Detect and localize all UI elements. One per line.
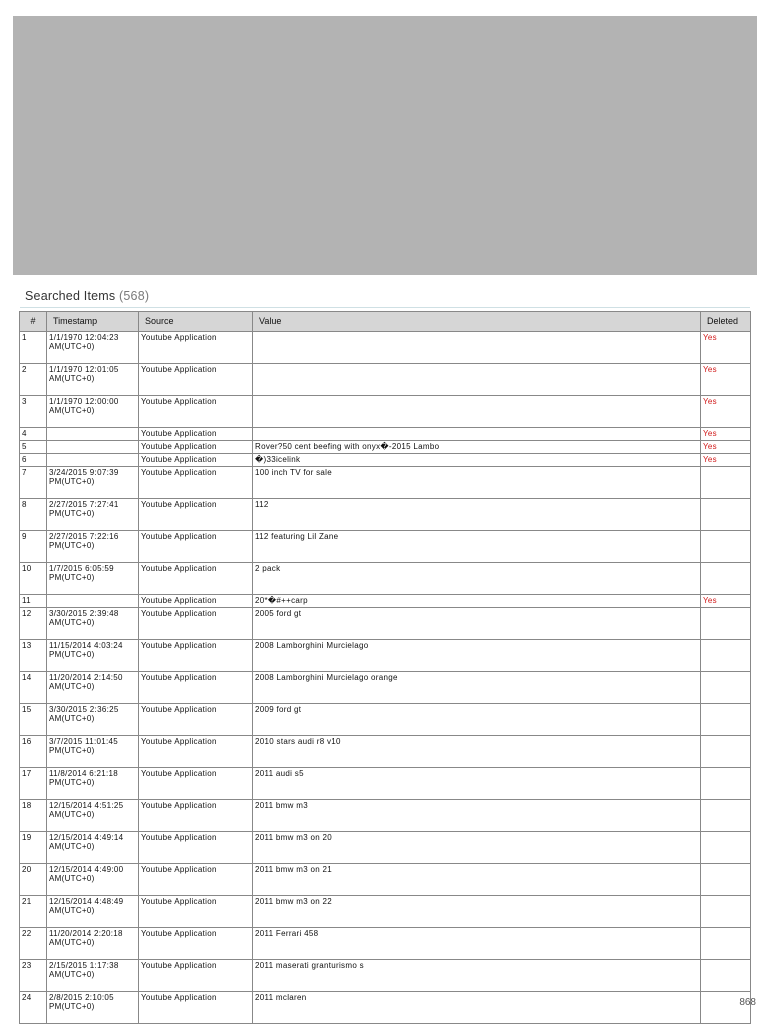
cell-number: 4 xyxy=(20,428,47,441)
cell-value: 2009 ford gt xyxy=(253,704,701,736)
cell-value: �)33icelink xyxy=(253,454,701,467)
table-row[interactable] xyxy=(20,499,751,531)
cell-deleted xyxy=(701,672,751,704)
table-row[interactable] xyxy=(20,736,751,768)
table-row[interactable] xyxy=(20,595,751,608)
cell-source: Youtube Application xyxy=(139,531,253,563)
cell-deleted xyxy=(701,736,751,768)
cell-timestamp: 1/1/1970 12:04:23 AM(UTC+0) xyxy=(47,332,139,364)
cell-deleted: Yes xyxy=(701,396,751,428)
cell-value: 112 xyxy=(253,499,701,531)
cell-value: 2011 maserati granturismo s xyxy=(253,960,701,992)
cell-number: 8 xyxy=(20,499,47,531)
table-row[interactable] xyxy=(20,672,751,704)
cell-number: 15 xyxy=(20,704,47,736)
cell-number: 21 xyxy=(20,896,47,928)
cell-source: Youtube Application xyxy=(139,332,253,364)
cell-timestamp: 11/15/2014 4:03:24 PM(UTC+0) xyxy=(47,640,139,672)
cell-deleted: Yes xyxy=(701,595,751,608)
cell-source: Youtube Application xyxy=(139,736,253,768)
cell-timestamp xyxy=(47,428,139,441)
cell-number: 6 xyxy=(20,454,47,467)
table-row[interactable] xyxy=(20,832,751,864)
cell-value: 100 inch TV for sale xyxy=(253,467,701,499)
table-row[interactable] xyxy=(20,428,751,441)
cell-value: 112 featuring Lil Zane xyxy=(253,531,701,563)
table-row[interactable] xyxy=(20,928,751,960)
cell-timestamp: 3/30/2015 2:36:25 AM(UTC+0) xyxy=(47,704,139,736)
cell-source: Youtube Application xyxy=(139,499,253,531)
cell-value: 2011 mclaren xyxy=(253,992,701,1024)
cell-deleted xyxy=(701,608,751,640)
cell-number: 23 xyxy=(20,960,47,992)
cell-timestamp: 1/1/1970 12:01:05 AM(UTC+0) xyxy=(47,364,139,396)
cell-source: Youtube Application xyxy=(139,928,253,960)
table-header-row xyxy=(20,312,751,332)
cell-deleted xyxy=(701,768,751,800)
cell-timestamp xyxy=(47,454,139,467)
cell-deleted: Yes xyxy=(701,332,751,364)
cell-number: 14 xyxy=(20,672,47,704)
table-row[interactable] xyxy=(20,364,751,396)
cell-source: Youtube Application xyxy=(139,467,253,499)
cell-deleted xyxy=(701,832,751,864)
table-row[interactable] xyxy=(20,531,751,563)
table-row[interactable] xyxy=(20,563,751,595)
cell-deleted: Yes xyxy=(701,364,751,396)
searched-items-table xyxy=(19,311,751,1024)
table-row[interactable] xyxy=(20,608,751,640)
cell-value: 2011 bmw m3 on 22 xyxy=(253,896,701,928)
cell-value: 20*�#++carp xyxy=(253,595,701,608)
cell-timestamp: 12/15/2014 4:49:00 AM(UTC+0) xyxy=(47,864,139,896)
cell-source: Youtube Application xyxy=(139,832,253,864)
cell-value: 2005 ford gt xyxy=(253,608,701,640)
cell-source: Youtube Application xyxy=(139,595,253,608)
cell-timestamp: 3/7/2015 11:01:45 PM(UTC+0) xyxy=(47,736,139,768)
cell-value xyxy=(253,396,701,428)
cell-number: 5 xyxy=(20,441,47,454)
cell-source: Youtube Application xyxy=(139,896,253,928)
cell-number: 3 xyxy=(20,396,47,428)
column-header-source[interactable]: Source xyxy=(139,312,253,332)
cell-value: 2011 bmw m3 on 21 xyxy=(253,864,701,896)
cell-value: 2011 bmw m3 xyxy=(253,800,701,832)
table-row[interactable] xyxy=(20,768,751,800)
cell-value: 2011 bmw m3 on 20 xyxy=(253,832,701,864)
cell-source: Youtube Application xyxy=(139,608,253,640)
cell-number: 10 xyxy=(20,563,47,595)
cell-value: 2 pack xyxy=(253,563,701,595)
cell-timestamp: 11/20/2014 2:20:18 AM(UTC+0) xyxy=(47,928,139,960)
cell-deleted xyxy=(701,864,751,896)
section-item-count: (568) xyxy=(119,289,150,303)
cell-source: Youtube Application xyxy=(139,640,253,672)
cell-number: 19 xyxy=(20,832,47,864)
cell-number: 11 xyxy=(20,595,47,608)
cell-value: 2008 Lamborghini Murcielago xyxy=(253,640,701,672)
cell-number: 1 xyxy=(20,332,47,364)
section-title xyxy=(25,289,149,303)
cell-number: 22 xyxy=(20,928,47,960)
cell-timestamp: 2/27/2015 7:27:41 PM(UTC+0) xyxy=(47,499,139,531)
table-row[interactable] xyxy=(20,992,751,1024)
cell-number: 20 xyxy=(20,864,47,896)
cell-deleted xyxy=(701,704,751,736)
cell-timestamp: 11/20/2014 2:14:50 AM(UTC+0) xyxy=(47,672,139,704)
table-row[interactable] xyxy=(20,640,751,672)
cell-source: Youtube Application xyxy=(139,768,253,800)
cell-source: Youtube Application xyxy=(139,672,253,704)
cell-number: 7 xyxy=(20,467,47,499)
cell-source: Youtube Application xyxy=(139,396,253,428)
table-row[interactable] xyxy=(20,800,751,832)
section-title-text: Searched Items xyxy=(25,289,116,303)
cell-timestamp: 2/27/2015 7:22:16 PM(UTC+0) xyxy=(47,531,139,563)
cell-value: 2010 stars audi r8 v10 xyxy=(253,736,701,768)
cell-number: 24 xyxy=(20,992,47,1024)
cell-timestamp: 1/1/1970 12:00:00 AM(UTC+0) xyxy=(47,396,139,428)
cell-deleted xyxy=(701,960,751,992)
cell-timestamp: 12/15/2014 4:51:25 AM(UTC+0) xyxy=(47,800,139,832)
cell-timestamp xyxy=(47,441,139,454)
table-row[interactable] xyxy=(20,454,751,467)
cell-timestamp: 3/30/2015 2:39:48 AM(UTC+0) xyxy=(47,608,139,640)
cell-deleted xyxy=(701,531,751,563)
column-header-number[interactable]: # xyxy=(20,312,47,332)
cell-number: 17 xyxy=(20,768,47,800)
cell-timestamp: 11/8/2014 6:21:18 PM(UTC+0) xyxy=(47,768,139,800)
cell-value xyxy=(253,364,701,396)
table-row[interactable] xyxy=(20,864,751,896)
cell-deleted xyxy=(701,896,751,928)
cell-value: 2011 Ferrari 458 xyxy=(253,928,701,960)
table-row[interactable] xyxy=(20,441,751,454)
cell-deleted xyxy=(701,499,751,531)
image-placeholder xyxy=(13,16,757,275)
cell-deleted: Yes xyxy=(701,441,751,454)
cell-number: 2 xyxy=(20,364,47,396)
cell-source: Youtube Application xyxy=(139,992,253,1024)
cell-number: 13 xyxy=(20,640,47,672)
column-header-deleted[interactable]: Deleted xyxy=(701,312,751,332)
cell-value: Rover?50 cent beefing with onyx�-2015 Lambo xyxy=(253,441,701,454)
cell-source: Youtube Application xyxy=(139,563,253,595)
cell-timestamp: 2/15/2015 1:17:38 AM(UTC+0) xyxy=(47,960,139,992)
cell-source: Youtube Application xyxy=(139,364,253,396)
cell-value xyxy=(253,428,701,441)
cell-number: 9 xyxy=(20,531,47,563)
cell-deleted: Yes xyxy=(701,428,751,441)
cell-timestamp: 12/15/2014 4:48:49 AM(UTC+0) xyxy=(47,896,139,928)
cell-source: Youtube Application xyxy=(139,441,253,454)
cell-number: 16 xyxy=(20,736,47,768)
table-row[interactable] xyxy=(20,896,751,928)
cell-source: Youtube Application xyxy=(139,428,253,441)
cell-timestamp: 12/15/2014 4:49:14 AM(UTC+0) xyxy=(47,832,139,864)
column-header-timestamp[interactable]: Timestamp xyxy=(47,312,139,332)
cell-source: Youtube Application xyxy=(139,864,253,896)
cell-timestamp: 1/7/2015 6:05:59 PM(UTC+0) xyxy=(47,563,139,595)
cell-value xyxy=(253,332,701,364)
table-row[interactable] xyxy=(20,960,751,992)
cell-deleted xyxy=(701,467,751,499)
cell-source: Youtube Application xyxy=(139,454,253,467)
column-header-value[interactable]: Value xyxy=(253,312,701,332)
table-row[interactable] xyxy=(20,467,751,499)
table-row[interactable] xyxy=(20,704,751,736)
cell-source: Youtube Application xyxy=(139,800,253,832)
cell-source: Youtube Application xyxy=(139,704,253,736)
cell-deleted: Yes xyxy=(701,454,751,467)
table-row[interactable] xyxy=(20,396,751,428)
cell-timestamp: 2/8/2015 2:10:05 PM(UTC+0) xyxy=(47,992,139,1024)
table-row[interactable] xyxy=(20,332,751,364)
cell-number: 12 xyxy=(20,608,47,640)
cell-source: Youtube Application xyxy=(139,960,253,992)
cell-value: 2011 audi s5 xyxy=(253,768,701,800)
cell-deleted xyxy=(701,640,751,672)
cell-number: 18 xyxy=(20,800,47,832)
page-number: 868 xyxy=(739,997,756,1008)
title-divider xyxy=(20,307,750,308)
cell-value: 2008 Lamborghini Murcielago orange xyxy=(253,672,701,704)
cell-timestamp: 3/24/2015 9:07:39 PM(UTC+0) xyxy=(47,467,139,499)
cell-deleted xyxy=(701,800,751,832)
cell-deleted xyxy=(701,563,751,595)
cell-timestamp xyxy=(47,595,139,608)
cell-deleted xyxy=(701,928,751,960)
